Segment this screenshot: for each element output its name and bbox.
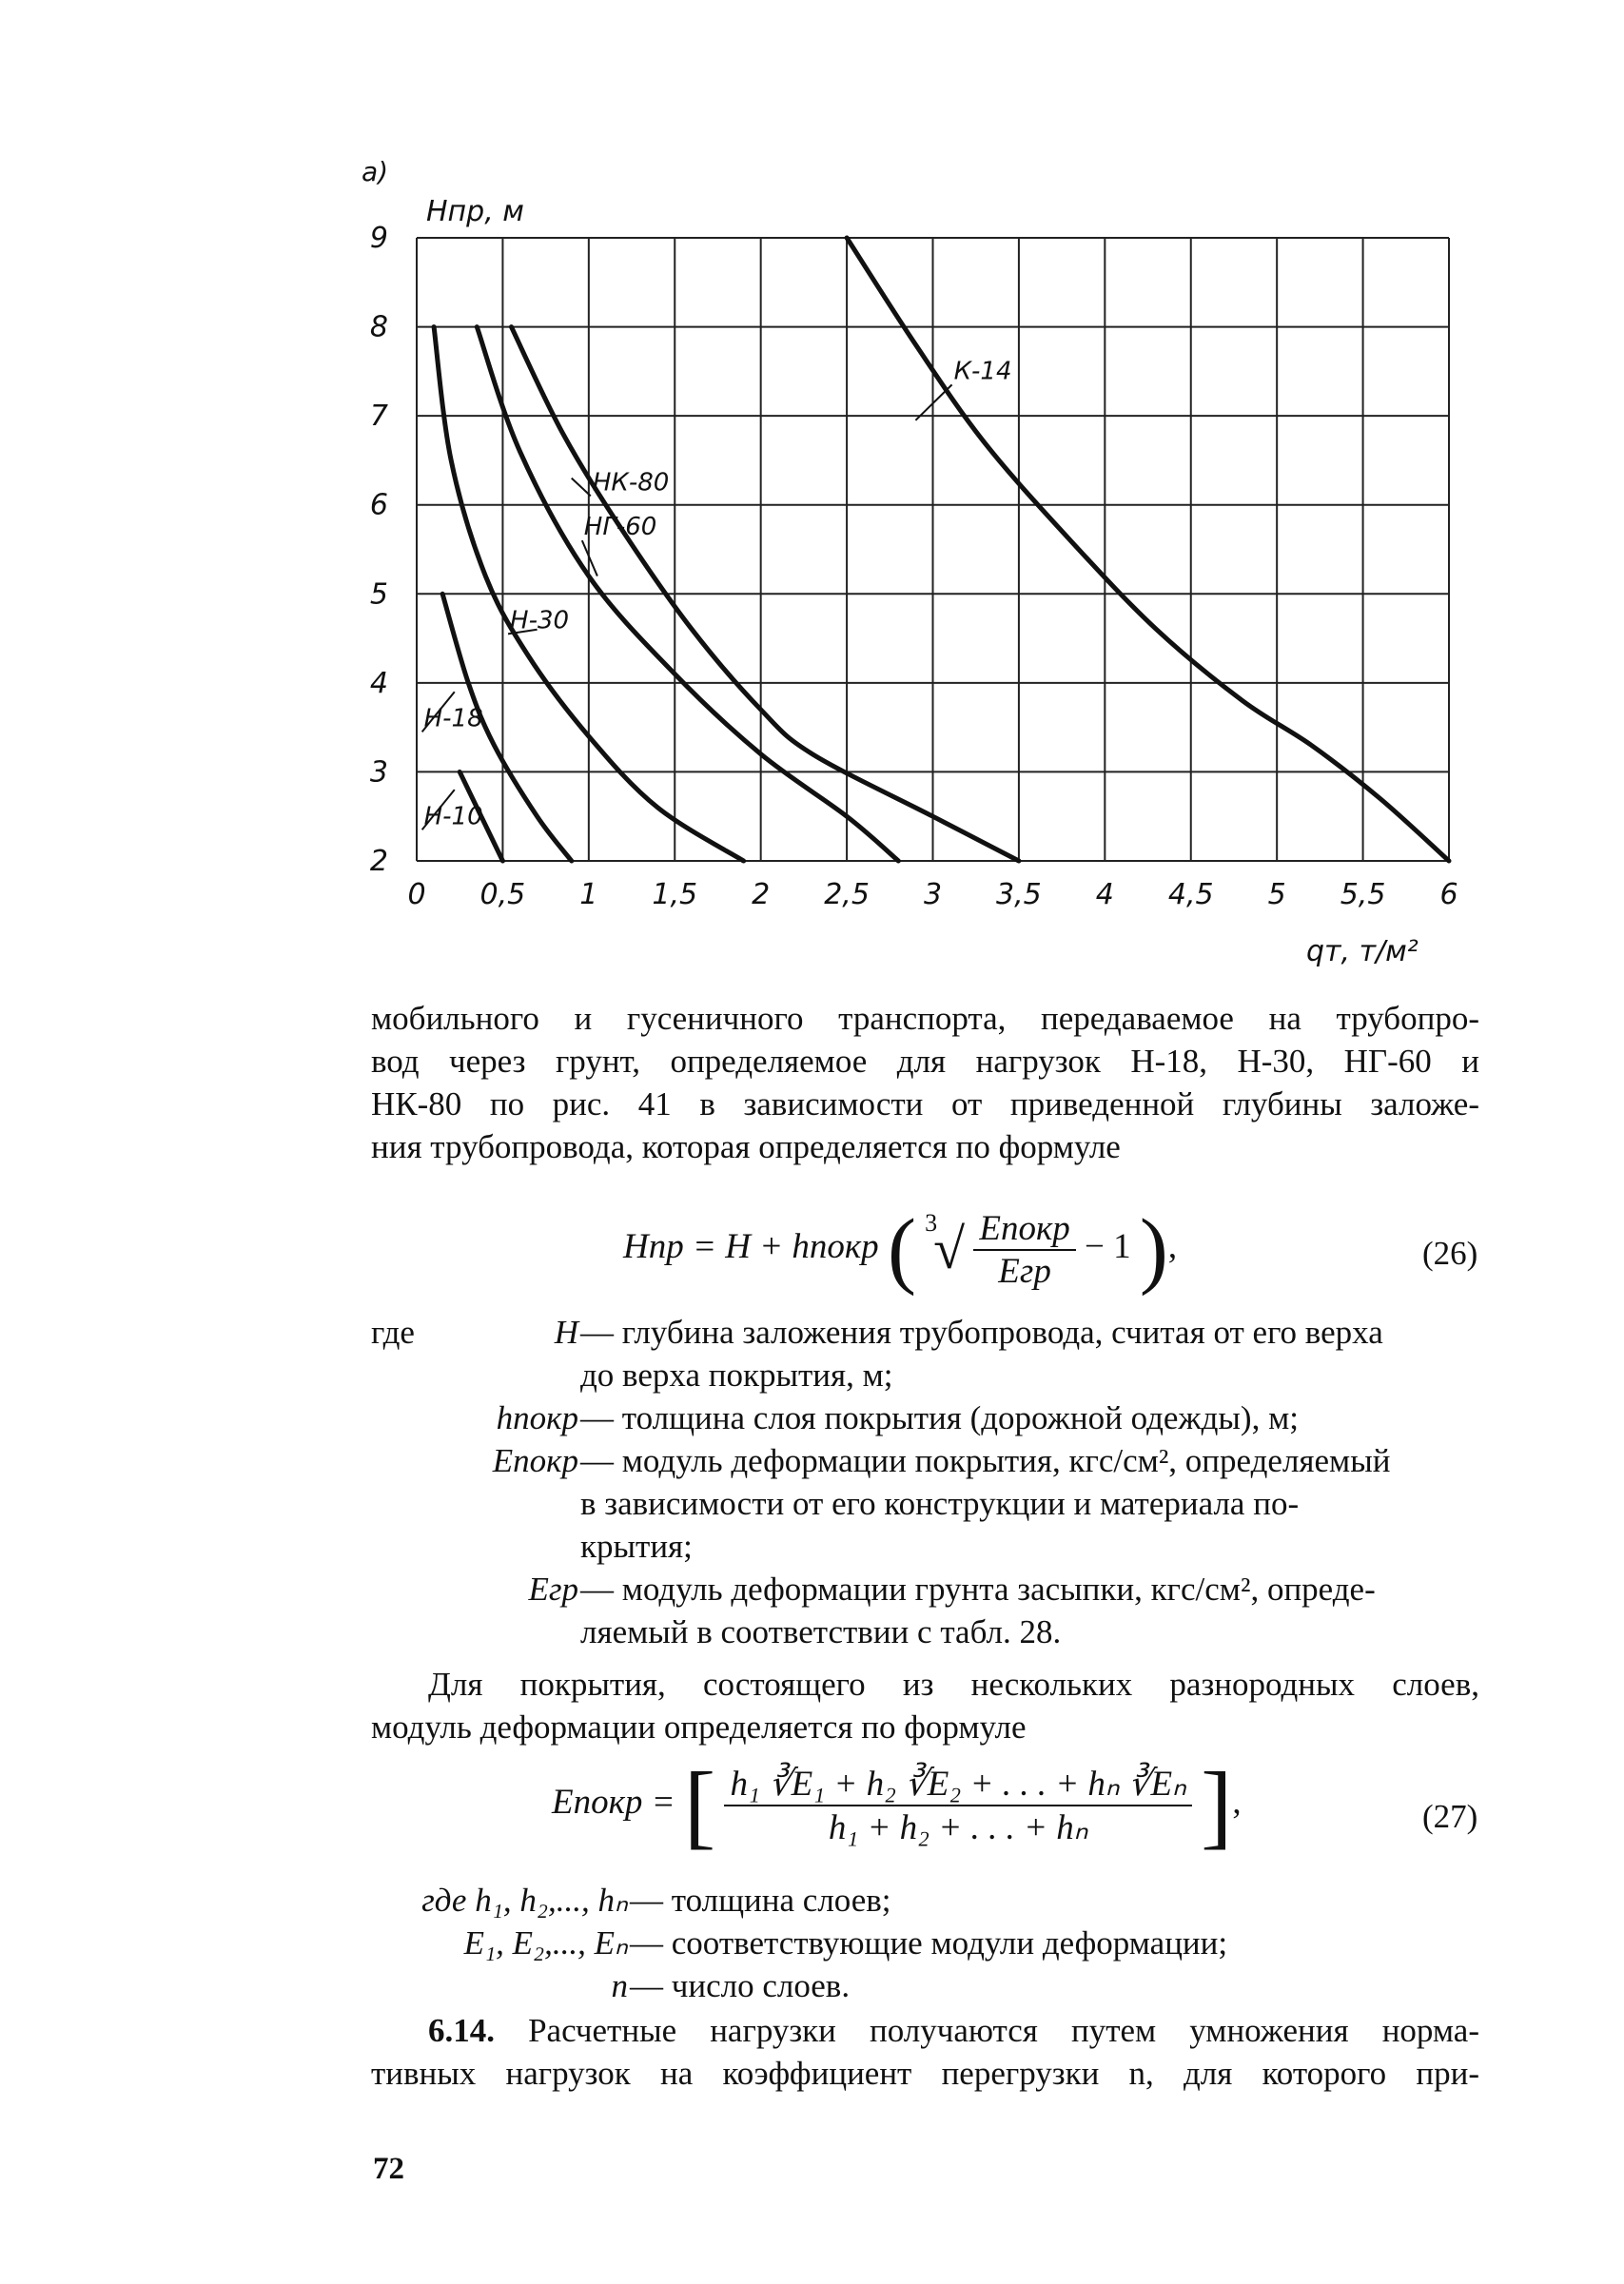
definition-row <box>371 1568 1484 1611</box>
definition-text: — толщина слоев; <box>630 1882 891 1919</box>
definition-row <box>371 1311 1484 1354</box>
definition-symbol: hпокр <box>496 1399 578 1436</box>
series-label: Н-10 <box>423 802 483 831</box>
series-label: Н-30 <box>510 606 570 635</box>
page-number: 72 <box>373 2152 404 2186</box>
equation-number-27: (27) <box>1422 1798 1478 1835</box>
formula-26-fraction <box>973 1208 1075 1292</box>
definition-row <box>371 1525 1484 1568</box>
series-label: НГ-60 <box>583 513 657 542</box>
x-tick-label: 1 <box>579 878 598 911</box>
x-axis-label: qт, т/м² <box>1306 935 1419 968</box>
x-tick-label: 0 <box>407 878 426 911</box>
text-line: мобильного и гусеничного транспорта, передаваемое на трубопро- <box>371 1000 1479 1037</box>
definition-text: в зависимости от его конструкции и материала по- <box>580 1485 1300 1522</box>
definition-row <box>371 1879 1484 1922</box>
y-tick-label: 3 <box>369 755 388 790</box>
text-line: тивных нагрузок на коэффициент перегрузки n, для которого при- <box>371 2055 1479 2092</box>
definition-text: ляемый в соответствии с табл. 28. <box>580 1613 1062 1650</box>
panel-label: а) <box>362 156 389 187</box>
definition-symbol: H <box>554 1314 578 1351</box>
definition-row <box>371 1922 1484 1964</box>
text-line: модуль деформации определяется по формуле <box>371 1708 1027 1746</box>
definition-text: — модуль деформации покрытия, кгс/см², определяемый <box>580 1442 1391 1479</box>
definition-symbol: Eпокр <box>492 1442 578 1479</box>
definition-symbol: Eгр <box>528 1571 578 1608</box>
paragraph-2 <box>371 1663 1479 1748</box>
y-axis-label: Hпр, м <box>426 195 524 228</box>
formula-26-numerator: Eпокр <box>973 1208 1075 1251</box>
definition-row <box>371 1439 1484 1482</box>
definition-text: — число слоев. <box>630 1967 851 2004</box>
definition-text: — глубина заложения трубопровода, считая от его верха <box>580 1314 1383 1351</box>
definition-text: — толщина слоя покрытия (дорожной одежды), м; <box>580 1399 1299 1436</box>
text-line-body: Расчетные нагрузки получаются путем умножения норма- <box>495 2012 1479 2049</box>
definition-symbol: n <box>611 1967 628 2004</box>
x-tick-label: 4,5 <box>1167 878 1214 911</box>
x-tick-label: 5,5 <box>1340 878 1386 911</box>
x-tick-label: 5 <box>1267 878 1286 911</box>
definition-text: до верха покрытия, м; <box>580 1357 893 1394</box>
formula-27-numerator: h₁ ∛E₁ + h₂ ∛E₂ + . . . + hₙ ∛Eₙ <box>724 1763 1191 1806</box>
text-line: Для покрытия, состоящего из нескольких разнородных слоев, <box>428 1666 1479 1703</box>
x-tick-label: 6 <box>1439 878 1458 911</box>
definition-symbol: где h₁, h₂,..., hₙ <box>421 1882 628 1919</box>
y-tick-label: 4 <box>369 666 388 700</box>
formula-26-left: Hпр = H + hпокр <box>623 1226 879 1266</box>
load-depth-chart <box>362 143 1541 980</box>
formula-26: Hпр = H + hпокр ( $^3$√ $\frac{\text{Eпокр}}{\text{Eгр}}$ − 1 ), <box>623 1202 1178 1297</box>
y-tick-label: 5 <box>369 577 388 612</box>
y-tick-label: 8 <box>369 310 388 344</box>
equation-number-26: (26) <box>1422 1235 1478 1272</box>
formula-27: Eпокр = [ $\frac{\text{h₁ ∛E₁ + h₂ ∛E₂ + . . . + hₙ ∛Eₙ}}{\text{h₁ + h₂ + . . . + hₙ}}$ ], <box>552 1752 1242 1858</box>
definitions-26 <box>371 1311 1484 1653</box>
x-tick-label: 3 <box>923 878 943 911</box>
definition-text: — модуль деформации грунта засыпки, кгс/см², опреде- <box>580 1571 1376 1608</box>
x-tick-label: 4 <box>1095 878 1114 911</box>
series-curve-К-14 <box>847 238 1449 861</box>
x-tick-label: 1,5 <box>652 878 698 911</box>
formula-27-left: Eпокр = <box>552 1782 675 1822</box>
text-line: ния трубопровода, которая определяется по формуле <box>371 1128 1121 1165</box>
series-label-leader <box>572 478 591 497</box>
text-line: вод через грунт, определяемое для нагрузок Н-18, Н-30, НГ-60 и <box>371 1043 1479 1080</box>
y-tick-label: 7 <box>369 400 388 434</box>
series-label: К-14 <box>953 357 1012 386</box>
definition-row <box>371 1611 1484 1653</box>
definition-text: — соответствующие модули деформации; <box>630 1924 1228 1962</box>
paragraph-3 <box>371 2009 1479 2095</box>
y-tick-label: 6 <box>369 488 388 522</box>
x-tick-label: 2 <box>752 878 771 911</box>
definition-symbol: E₁, E₂,..., Eₙ <box>463 1924 628 1962</box>
definition-row <box>371 1964 1484 2007</box>
definition-row <box>371 1482 1484 1525</box>
definition-row <box>371 1396 1484 1439</box>
x-tick-label: 2,5 <box>824 878 870 911</box>
y-tick-label: 9 <box>369 222 388 255</box>
formula-26-tail: − 1 <box>1085 1226 1131 1266</box>
text-line <box>371 2009 1479 2052</box>
series-label: Н-18 <box>423 704 483 733</box>
definition-text: крытия; <box>580 1528 693 1565</box>
definitions-27 <box>371 1879 1484 2007</box>
series-label: НК-80 <box>592 468 670 498</box>
definition-row <box>371 1354 1484 1396</box>
formula-26-denominator: Eгр <box>998 1251 1051 1291</box>
x-tick-label: 3,5 <box>996 878 1042 911</box>
section-number: 6.14. <box>428 2012 495 2049</box>
formula-27-denominator: h₁ + h₂ + . . . + hₙ <box>828 1807 1088 1847</box>
formula-27-fraction <box>724 1763 1191 1848</box>
x-tick-label: 0,5 <box>479 878 526 911</box>
text-line: НК-80 по рис. 41 в зависимости от приведенной глубины заложе- <box>371 1085 1479 1122</box>
where-label: где <box>371 1314 415 1351</box>
paragraph-1 <box>371 997 1479 1168</box>
y-tick-label: 2 <box>369 845 388 878</box>
